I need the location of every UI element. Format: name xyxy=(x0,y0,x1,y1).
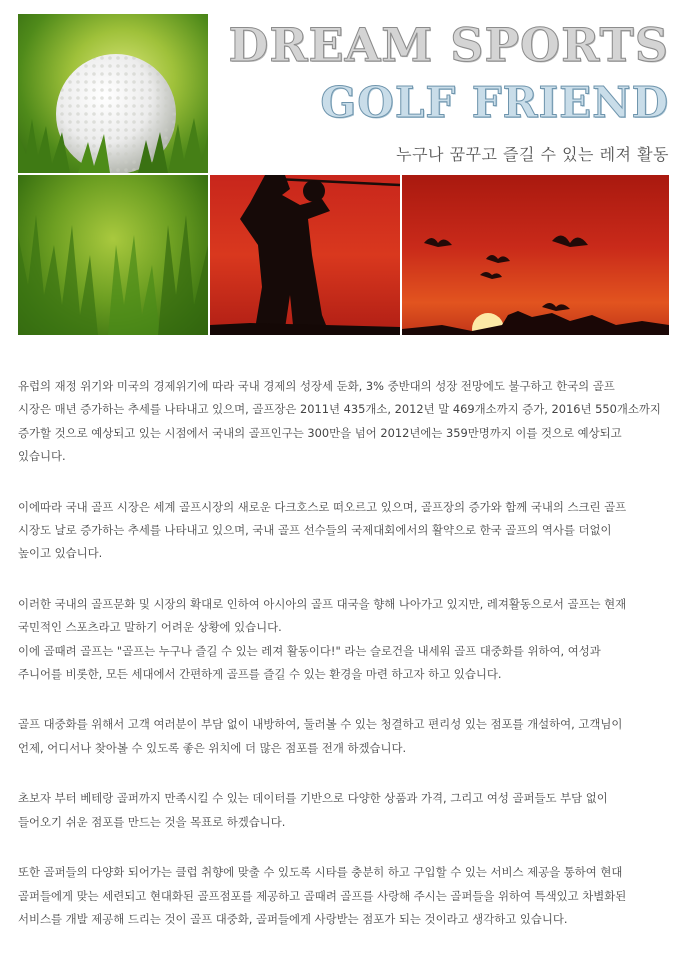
text-line: 언제, 어디서나 찾아볼 수 있도록 좋은 위치에 더 많은 점포를 전개 하겠습니다. xyxy=(18,740,407,755)
text-line: 초보자 부터 베테랑 골퍼까지 만족시킬 수 있는 데이터를 기반으로 다양한 상품과 가격, 그리고 여성 골퍼들도 부담 없이 xyxy=(18,791,608,806)
text-line: 주니어를 비롯한, 모든 세대에서 간편하게 골프를 즐길 수 있는 환경을 마련 하고자 하고 있습니다. xyxy=(18,667,502,682)
paragraph-market-growth xyxy=(18,375,668,469)
golf-ball-illustration xyxy=(18,14,208,173)
paragraph-services xyxy=(18,861,668,931)
text-line: 높이고 있습니다. xyxy=(18,546,103,561)
grass-image xyxy=(18,175,208,335)
text-line: 이에 골때려 골프는 "골프는 누구나 즐길 수 있는 레져 활동이다!" 라는 슬로건을 내세워 골프 대중화를 위하여, 여성과 xyxy=(18,643,601,658)
text-line: 시장도 날로 증가하는 추세를 나타내고 있으며, 국내 골프 선수들의 국제대회에서의 활약으로 한국 골프의 역사를 더없이 xyxy=(18,523,612,538)
introduction-text xyxy=(18,375,668,958)
paragraph-stores xyxy=(18,713,668,760)
golfer-illustration xyxy=(210,175,400,335)
golf-ball-image xyxy=(18,14,208,173)
paragraph-slogan xyxy=(18,593,668,687)
text-line: 시장은 매년 증가하는 추세를 나타내고 있으며, 골프장은 2011년 435개소, 2012년 말 469개소까지 증가, 2016년 550개소까지 xyxy=(18,402,661,417)
text-line: 서비스를 개발 제공해 드리는 것이 골프 대중화, 골퍼들에게 사랑받는 점포가 되는 것이라고 생각하고 있습니다. xyxy=(18,911,568,926)
grass-illustration xyxy=(18,175,208,335)
text-line: 있습니다. xyxy=(18,449,66,464)
banner-title-dream-sports: DREAM SPORTS xyxy=(228,18,669,72)
text-line: 골퍼들에게 맞는 세련되고 현대화된 골프점포를 제공하고 골때려 골프를 사랑해 주시는 골퍼들을 위하여 특색있고 차별화된 xyxy=(18,888,627,903)
sunset-birds-image xyxy=(402,175,669,335)
banner-title-golf-friend: GOLF FRIEND xyxy=(320,78,669,127)
paragraph-products xyxy=(18,787,668,834)
text-line: 증가할 것으로 예상되고 있는 시점에서 국내의 골프인구는 300만을 넘어 2012년에는 359만명까지 이를 것으로 예상되고 xyxy=(18,425,622,440)
text-line: 들어오기 쉬운 점포를 만드는 것을 목표로 하겠습니다. xyxy=(18,814,286,829)
banner-tagline: 누구나 꿈꾸고 즐길 수 있는 레져 활동 xyxy=(396,145,669,164)
sunset-illustration xyxy=(402,175,669,335)
banner-title-block xyxy=(210,14,669,173)
text-line: 또한 골퍼들의 다양화 되어가는 클럽 취향에 맞출 수 있도록 시타를 충분히 하고 구입할 수 있는 서비스 제공을 통하여 현대 xyxy=(18,865,623,880)
text-line: 유럽의 재정 위기와 미국의 경제위기에 따라 국내 경제의 성장세 둔화, 3% 중반대의 성장 전망에도 불구하고 한국의 골프 xyxy=(18,379,615,393)
text-line: 이러한 국내의 골프문화 및 시장의 확대로 인하여 아시아의 골프 대국을 향해 나아가고 있지만, 레져활동으로서 골프는 현재 xyxy=(18,596,627,611)
golfer-silhouette-image xyxy=(210,175,400,335)
text-line: 골프 대중화를 위해서 고객 여러분이 부담 없이 내방하여, 둘러볼 수 있는 청결하고 편리성 있는 점포를 개설하여, 고객님이 xyxy=(18,717,623,732)
text-line: 이에따라 국내 골프 시장은 세계 골프시장의 새로운 다크호스로 떠오르고 있으며, 골프장의 증가와 함께 국내의 스크린 골프 xyxy=(18,499,627,514)
hero-banner xyxy=(18,14,669,335)
text-line: 국민적인 스포츠라고 말하기 어려운 상황에 있습니다. xyxy=(18,620,282,635)
paragraph-dark-horse xyxy=(18,496,668,566)
